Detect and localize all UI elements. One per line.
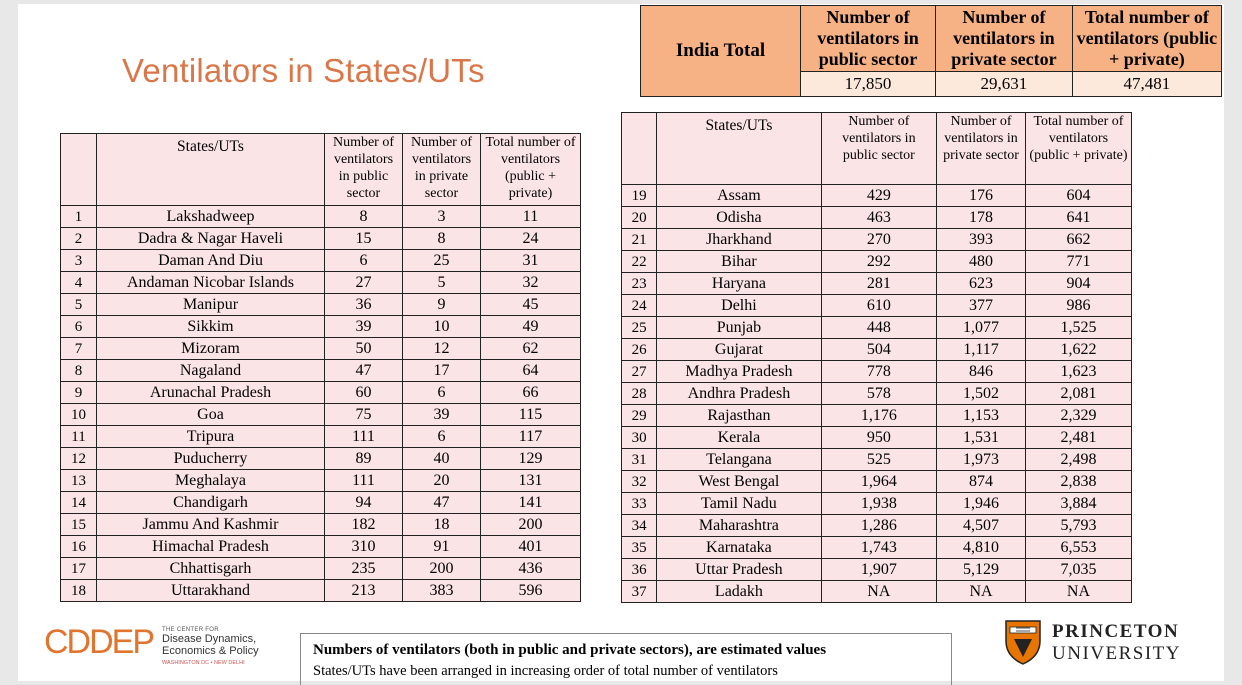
- private-count: 377: [937, 295, 1026, 317]
- india-total-private-header: Number of ventilators in private sector: [936, 6, 1073, 72]
- total-count: 904: [1025, 273, 1131, 295]
- table-row: [622, 493, 1132, 515]
- row-number: 18: [61, 580, 97, 602]
- row-number: 14: [61, 492, 97, 514]
- total-count: 1,525: [1025, 317, 1131, 339]
- state-name: Jammu And Kashmir: [97, 514, 325, 536]
- public-header: Number of ventilators in public sector: [821, 113, 937, 185]
- public-count: 39: [325, 316, 403, 338]
- private-count: 6: [403, 426, 481, 448]
- private-count: 846: [937, 361, 1026, 383]
- private-count: 393: [937, 229, 1026, 251]
- cddep-logo-text: [162, 627, 272, 666]
- public-count: 6: [325, 250, 403, 272]
- total-count: 436: [481, 558, 581, 580]
- private-count: 5,129: [937, 559, 1026, 581]
- total-count: 11: [481, 206, 581, 228]
- total-count: 662: [1025, 229, 1131, 251]
- public-count: 1,938: [821, 493, 937, 515]
- table-row: [61, 514, 581, 536]
- state-name: West Bengal: [657, 471, 821, 493]
- public-count: 310: [325, 536, 403, 558]
- private-count: 178: [937, 207, 1026, 229]
- public-count: 778: [821, 361, 937, 383]
- table-row: [622, 383, 1132, 405]
- state-name: Kerala: [657, 427, 821, 449]
- total-count: 131: [481, 470, 581, 492]
- table-row: [622, 273, 1132, 295]
- total-count: 1,623: [1025, 361, 1131, 383]
- total-count: 31: [481, 250, 581, 272]
- public-count: 213: [325, 580, 403, 602]
- india-total-total-value: 47,481: [1072, 72, 1221, 97]
- table-row: [622, 251, 1132, 273]
- row-number: 32: [622, 471, 657, 493]
- row-number: 7: [61, 338, 97, 360]
- row-number: 24: [622, 295, 657, 317]
- state-name: Delhi: [657, 295, 821, 317]
- princeton-logo-line1: PRINCETON: [1052, 621, 1180, 642]
- table-row: [61, 316, 581, 338]
- table-row: [61, 492, 581, 514]
- table-row: [61, 338, 581, 360]
- state-name: Assam: [657, 185, 821, 207]
- table-row: [61, 294, 581, 316]
- row-number: 37: [622, 581, 657, 603]
- row-number: 3: [61, 250, 97, 272]
- private-count: 6: [403, 382, 481, 404]
- public-count: 525: [821, 449, 937, 471]
- public-count: 281: [821, 273, 937, 295]
- cddep-logo-city: WASHINGTON DC • NEW DELHI: [162, 660, 245, 666]
- total-count: 2,081: [1025, 383, 1131, 405]
- public-count: 292: [821, 251, 937, 273]
- table-row: [622, 581, 1132, 603]
- table-row: [61, 558, 581, 580]
- public-count: 950: [821, 427, 937, 449]
- row-number: 17: [61, 558, 97, 580]
- public-count: 1,176: [821, 405, 937, 427]
- table-row: [61, 250, 581, 272]
- public-count: 8: [325, 206, 403, 228]
- row-number: 8: [61, 360, 97, 382]
- private-count: 200: [403, 558, 481, 580]
- table-row: [622, 295, 1132, 317]
- state-name: Karnataka: [657, 537, 821, 559]
- private-count: 40: [403, 448, 481, 470]
- total-count: 32: [481, 272, 581, 294]
- table-row: [622, 471, 1132, 493]
- private-count: 1,973: [937, 449, 1026, 471]
- private-count: 8: [403, 228, 481, 250]
- private-count: 623: [937, 273, 1026, 295]
- total-count: 66: [481, 382, 581, 404]
- public-count: 111: [325, 426, 403, 448]
- private-count: 20: [403, 470, 481, 492]
- row-number: 28: [622, 383, 657, 405]
- cddep-logo-line2: Economics & Policy: [162, 645, 259, 657]
- total-count: 200: [481, 514, 581, 536]
- sno-header: [622, 113, 657, 185]
- cddep-logo-mark: CDDEP: [44, 623, 154, 661]
- states-table-right: [621, 112, 1132, 603]
- india-total-public-header: Number of ventilators in public sector: [801, 6, 936, 72]
- total-count: 604: [1025, 185, 1131, 207]
- table-row: [61, 228, 581, 250]
- table-row: [622, 229, 1132, 251]
- total-count: 596: [481, 580, 581, 602]
- public-count: 75: [325, 404, 403, 426]
- state-name: Tripura: [97, 426, 325, 448]
- public-count: 111: [325, 470, 403, 492]
- cddep-logo: [44, 623, 259, 666]
- table-row: [61, 470, 581, 492]
- state-name: Bihar: [657, 251, 821, 273]
- private-count: 18: [403, 514, 481, 536]
- total-count: 641: [1025, 207, 1131, 229]
- state-header: States/UTs: [97, 134, 325, 206]
- row-number: 2: [61, 228, 97, 250]
- total-count: 2,481: [1025, 427, 1131, 449]
- india-total-private-value: 29,631: [936, 72, 1073, 97]
- table-row: [622, 559, 1132, 581]
- public-count: 1,907: [821, 559, 937, 581]
- cddep-logo-small: THE CENTER FOR: [162, 627, 219, 633]
- total-count: 3,884: [1025, 493, 1131, 515]
- total-count: 129: [481, 448, 581, 470]
- total-count: 45: [481, 294, 581, 316]
- table-row: [622, 405, 1132, 427]
- state-name: Haryana: [657, 273, 821, 295]
- table-row: [622, 339, 1132, 361]
- state-name: Telangana: [657, 449, 821, 471]
- princeton-shield-icon: [1004, 619, 1042, 665]
- row-number: 22: [622, 251, 657, 273]
- total-count: NA: [1025, 581, 1131, 603]
- public-header: Number of ventilators in public sector: [325, 134, 403, 206]
- cddep-logo-line1: Disease Dynamics,: [162, 633, 257, 645]
- row-number: 15: [61, 514, 97, 536]
- table-row: [622, 361, 1132, 383]
- state-name: Goa: [97, 404, 325, 426]
- row-number: 16: [61, 536, 97, 558]
- state-name: Sikkim: [97, 316, 325, 338]
- table-row: [61, 426, 581, 448]
- private-count: 1,502: [937, 383, 1026, 405]
- public-count: 60: [325, 382, 403, 404]
- public-count: 235: [325, 558, 403, 580]
- public-count: 1,964: [821, 471, 937, 493]
- private-count: 5: [403, 272, 481, 294]
- private-count: 1,946: [937, 493, 1026, 515]
- state-name: Mizoram: [97, 338, 325, 360]
- table-row: [622, 515, 1132, 537]
- row-number: 4: [61, 272, 97, 294]
- public-count: 89: [325, 448, 403, 470]
- total-count: 401: [481, 536, 581, 558]
- table-row: [61, 360, 581, 382]
- state-name: Gujarat: [657, 339, 821, 361]
- private-count: 1,531: [937, 427, 1026, 449]
- row-number: 21: [622, 229, 657, 251]
- state-name: Tamil Nadu: [657, 493, 821, 515]
- footnote-bold: Numbers of ventilators (both in public and private sectors), are estimated values: [313, 642, 827, 658]
- private-count: 3: [403, 206, 481, 228]
- public-count: 448: [821, 317, 937, 339]
- row-number: 13: [61, 470, 97, 492]
- public-count: 429: [821, 185, 937, 207]
- row-number: 1: [61, 206, 97, 228]
- table-row: [61, 580, 581, 602]
- table-row: [61, 382, 581, 404]
- total-count: 64: [481, 360, 581, 382]
- public-count: 270: [821, 229, 937, 251]
- private-count: 1,117: [937, 339, 1026, 361]
- total-count: 62: [481, 338, 581, 360]
- private-count: 874: [937, 471, 1026, 493]
- state-name: Lakshadweep: [97, 206, 325, 228]
- india-total-table: [640, 5, 1222, 97]
- table-row: [61, 272, 581, 294]
- india-total-total-header: Total number of ventilators (public + private): [1072, 6, 1221, 72]
- total-count: 2,329: [1025, 405, 1131, 427]
- public-count: 1,286: [821, 515, 937, 537]
- total-count: 1,622: [1025, 339, 1131, 361]
- total-count: 49: [481, 316, 581, 338]
- private-header: Number of ventilators in private sector: [937, 113, 1026, 185]
- princeton-logo-text: [1052, 621, 1181, 665]
- state-name: Chandigarh: [97, 492, 325, 514]
- private-count: 91: [403, 536, 481, 558]
- state-header: States/UTs: [657, 113, 821, 185]
- row-number: 25: [622, 317, 657, 339]
- state-name: Andhra Pradesh: [657, 383, 821, 405]
- private-count: 10: [403, 316, 481, 338]
- row-number: 11: [61, 426, 97, 448]
- row-number: 29: [622, 405, 657, 427]
- row-number: 31: [622, 449, 657, 471]
- table-row: [622, 537, 1132, 559]
- row-number: 5: [61, 294, 97, 316]
- total-count: 2,838: [1025, 471, 1131, 493]
- private-count: 25: [403, 250, 481, 272]
- table-row: [622, 317, 1132, 339]
- footnote-box: [300, 633, 952, 685]
- row-number: 19: [622, 185, 657, 207]
- row-number: 27: [622, 361, 657, 383]
- public-count: 15: [325, 228, 403, 250]
- sno-header: [61, 134, 97, 206]
- total-count: 7,035: [1025, 559, 1131, 581]
- row-number: 12: [61, 448, 97, 470]
- state-name: Manipur: [97, 294, 325, 316]
- state-name: Uttarakhand: [97, 580, 325, 602]
- public-count: 610: [821, 295, 937, 317]
- total-count: 771: [1025, 251, 1131, 273]
- state-name: Punjab: [657, 317, 821, 339]
- state-name: Puducherry: [97, 448, 325, 470]
- public-count: 50: [325, 338, 403, 360]
- private-count: 176: [937, 185, 1026, 207]
- private-count: 47: [403, 492, 481, 514]
- row-number: 33: [622, 493, 657, 515]
- public-count: 47: [325, 360, 403, 382]
- table-row: [61, 404, 581, 426]
- private-count: 1,153: [937, 405, 1026, 427]
- page-title: Ventilators in States/UTs: [122, 52, 485, 89]
- row-number: 10: [61, 404, 97, 426]
- public-count: 578: [821, 383, 937, 405]
- private-count: 12: [403, 338, 481, 360]
- state-name: Chhattisgarh: [97, 558, 325, 580]
- public-count: 94: [325, 492, 403, 514]
- princeton-logo-line2: UNIVERSITY: [1052, 643, 1181, 664]
- table-row: [622, 207, 1132, 229]
- row-number: 23: [622, 273, 657, 295]
- total-count: 5,793: [1025, 515, 1131, 537]
- public-count: 463: [821, 207, 937, 229]
- row-number: 35: [622, 537, 657, 559]
- private-count: NA: [937, 581, 1026, 603]
- row-number: 34: [622, 515, 657, 537]
- public-count: 504: [821, 339, 937, 361]
- total-count: 117: [481, 426, 581, 448]
- india-total-label: India Total: [641, 6, 801, 97]
- private-count: 4,507: [937, 515, 1026, 537]
- state-name: Jharkhand: [657, 229, 821, 251]
- table-row: [622, 185, 1132, 207]
- public-count: 27: [325, 272, 403, 294]
- footnote-regular: States/UTs have been arranged in increasing order of total number of ventilators: [313, 663, 778, 679]
- state-name: Uttar Pradesh: [657, 559, 821, 581]
- total-header: Total number of ventilators (public + private): [481, 134, 581, 206]
- total-count: 2,498: [1025, 449, 1131, 471]
- public-count: 1,743: [821, 537, 937, 559]
- total-count: 6,553: [1025, 537, 1131, 559]
- state-name: Maharashtra: [657, 515, 821, 537]
- table-row: [622, 449, 1132, 471]
- state-name: Arunachal Pradesh: [97, 382, 325, 404]
- total-header: Total number of ventilators (public + private): [1025, 113, 1131, 185]
- private-header: Number of ventilators in private sector: [403, 134, 481, 206]
- state-name: Odisha: [657, 207, 821, 229]
- table-row: [61, 536, 581, 558]
- row-number: 9: [61, 382, 97, 404]
- table-row: [61, 206, 581, 228]
- total-count: 115: [481, 404, 581, 426]
- state-name: Himachal Pradesh: [97, 536, 325, 558]
- state-name: Rajasthan: [657, 405, 821, 427]
- public-count: 182: [325, 514, 403, 536]
- state-name: Daman And Diu: [97, 250, 325, 272]
- private-count: 9: [403, 294, 481, 316]
- private-count: 383: [403, 580, 481, 602]
- row-number: 30: [622, 427, 657, 449]
- state-name: Nagaland: [97, 360, 325, 382]
- total-count: 24: [481, 228, 581, 250]
- princeton-logo: [1004, 619, 1204, 665]
- state-name: Ladakh: [657, 581, 821, 603]
- table-row: [622, 427, 1132, 449]
- row-number: 26: [622, 339, 657, 361]
- private-count: 480: [937, 251, 1026, 273]
- india-total-public-value: 17,850: [801, 72, 936, 97]
- private-count: 4,810: [937, 537, 1026, 559]
- public-count: NA: [821, 581, 937, 603]
- total-count: 986: [1025, 295, 1131, 317]
- state-name: Dadra & Nagar Haveli: [97, 228, 325, 250]
- row-number: 6: [61, 316, 97, 338]
- private-count: 1,077: [937, 317, 1026, 339]
- private-count: 17: [403, 360, 481, 382]
- table-row: [61, 448, 581, 470]
- row-number: 20: [622, 207, 657, 229]
- total-count: 141: [481, 492, 581, 514]
- public-count: 36: [325, 294, 403, 316]
- row-number: 36: [622, 559, 657, 581]
- state-name: Madhya Pradesh: [657, 361, 821, 383]
- private-count: 39: [403, 404, 481, 426]
- states-table-left: [60, 133, 581, 602]
- state-name: Meghalaya: [97, 470, 325, 492]
- state-name: Andaman Nicobar Islands: [97, 272, 325, 294]
